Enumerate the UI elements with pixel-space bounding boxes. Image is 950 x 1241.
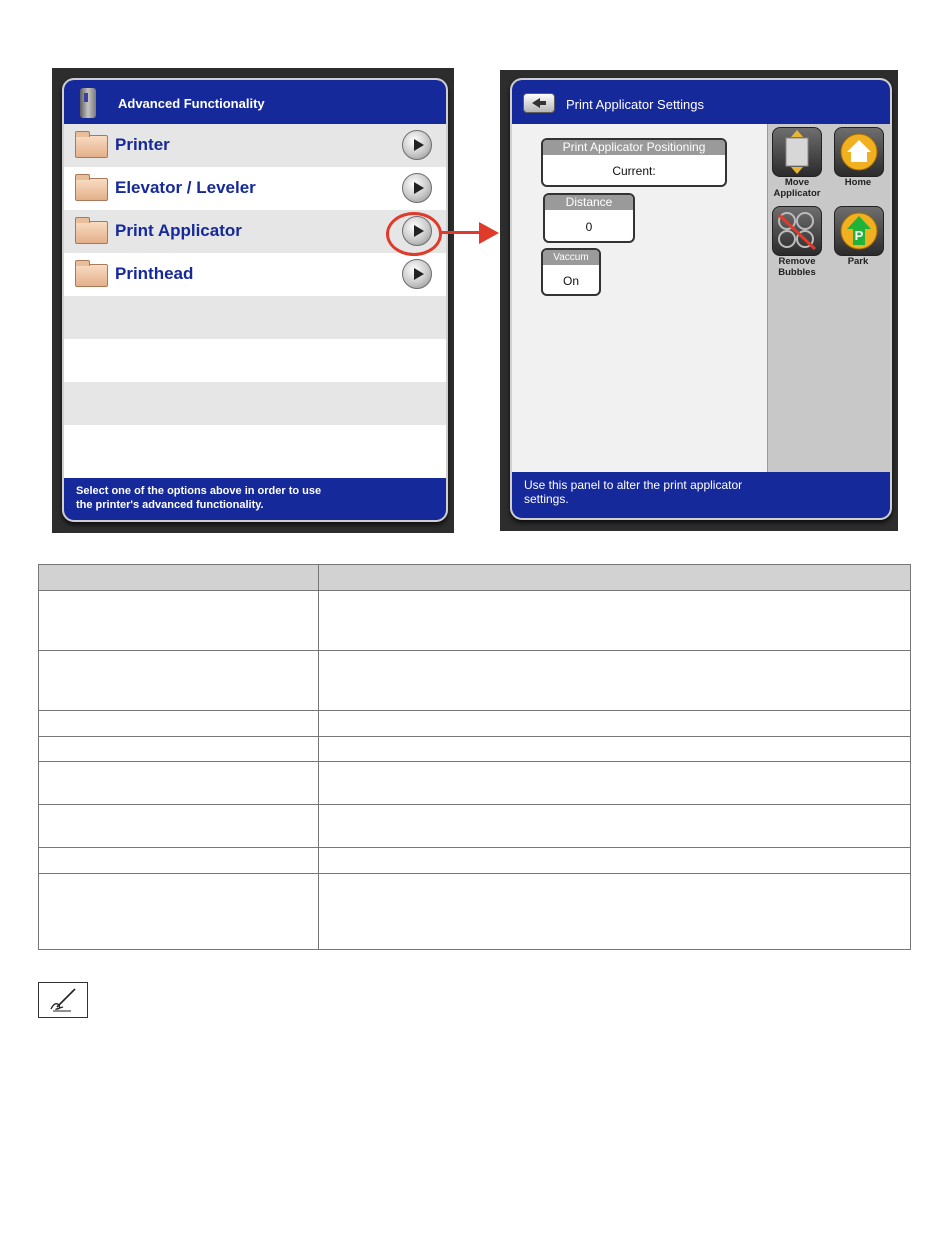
table-row-divider [39,847,910,848]
table-row-divider [39,804,910,805]
note-pen-icon [38,982,88,1018]
empty-row [64,339,446,382]
advanced-functionality-screenshot [52,68,454,533]
footer-text-line1: Select one of the options above in order to use [76,485,322,497]
park-button[interactable] [834,206,884,256]
home-icon [835,128,883,176]
column-divider [318,565,319,949]
remove-bubbles-icon [773,207,821,255]
menu-item-label: Printer [115,135,170,154]
empty-row [64,382,446,425]
home-button[interactable] [834,127,884,177]
vacuum-value: On [562,274,579,288]
footer-text-line1: Use this panel to alter the print applicator [524,478,743,492]
highlight-circle [386,212,442,256]
panel-title: Print Applicator Settings [566,97,705,112]
folder-icon [75,178,108,201]
print-applicator-settings-screenshot [500,70,898,531]
distance-field[interactable] [543,193,635,243]
panel-footer [64,478,446,520]
table-row-divider [39,873,910,874]
footer-text-line2: settings. [524,492,569,506]
park-icon [835,207,883,255]
move-applicator-button[interactable] [772,127,822,177]
folder-icon [75,264,108,287]
panel-title: Advanced Functionality [118,96,265,111]
park-label: Park [847,256,869,267]
positioning-value: Current: [612,164,656,178]
table-row-divider [39,761,910,762]
field-header: Vaccum [543,250,599,265]
arrow-right-icon[interactable] [402,130,432,160]
remove-bubbles-label: Remove Bubbles [778,256,816,278]
panel-footer [512,472,890,518]
home-label: Home [844,177,872,188]
panel-header [512,80,890,124]
empty-row [64,425,446,468]
move-applicator-label: Move Applicator [773,177,821,199]
field-header: Distance [545,195,633,210]
print-applicator-settings-panel [510,78,892,520]
vacuum-field[interactable] [541,248,601,296]
arrow-right-icon[interactable] [402,259,432,289]
move-applicator-icon [773,128,821,176]
table-row-divider [39,710,910,711]
menu-item-label: Printhead [115,264,194,283]
menu-item-label: Print Applicator [115,221,242,240]
table-row-divider [39,650,910,651]
svg-text:P: P [854,228,864,243]
remove-bubbles-button[interactable] [772,206,822,256]
table-row-divider [39,736,910,737]
back-arrow-icon[interactable] [523,93,555,113]
description-table [38,564,911,950]
menu-item-elevator-leveler[interactable] [64,167,446,210]
field-header: Print Applicator Positioning [543,140,725,155]
advanced-functionality-panel [62,78,448,522]
menu-item-printhead[interactable] [64,253,446,296]
callout-arrow-head [479,222,499,244]
printer-icon [80,88,96,118]
menu-item-label: Elevator / Leveler [115,178,256,197]
table-header-row [39,565,910,591]
arrow-right-icon[interactable] [402,173,432,203]
empty-row [64,296,446,339]
callout-arrow-line [441,231,481,234]
folder-icon [75,135,108,158]
distance-value: 0 [585,220,593,234]
panel-header [64,80,446,124]
print-applicator-positioning-field [541,138,727,187]
folder-icon [75,221,108,244]
menu-item-printer[interactable] [64,124,446,167]
action-sidebar [767,124,890,472]
footer-text-line2: the printer's advanced functionality. [76,499,264,511]
